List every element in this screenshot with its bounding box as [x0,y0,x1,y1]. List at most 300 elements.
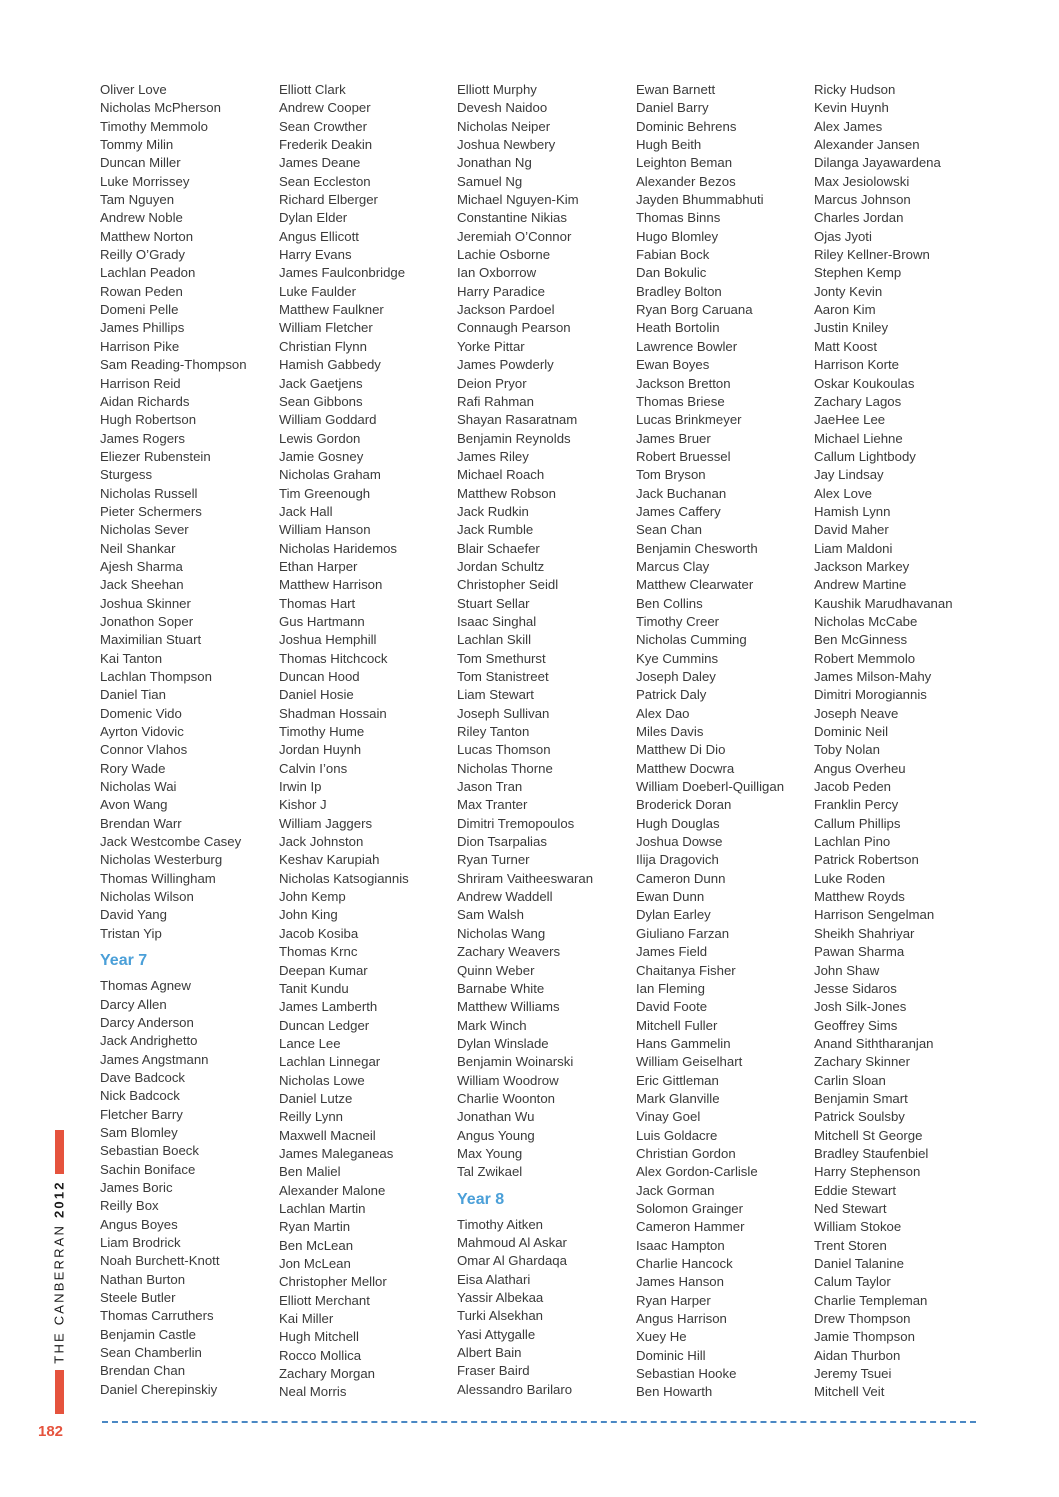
name-column-4 [636,81,814,1402]
student-name: Jonathan Ng [457,155,532,171]
student-name: Jackson Bretton [636,375,731,391]
student-name: Connaugh Pearson [457,320,571,336]
student-name: Daniel Hosie [279,687,354,703]
student-name: Alex Love [814,485,872,501]
student-name: Ian Fleming [636,980,705,996]
student-name: Hans Gammelin [636,1035,731,1051]
student-name: Alexander Jansen [814,137,920,153]
student-name: Rory Wade [100,760,166,776]
student-name: Aidan Richards [100,393,190,409]
student-name: Alex Gordon-Carlisle [636,1164,758,1180]
student-name: Aidan Thurbon [814,1347,901,1363]
spine-accent-bar-top [55,1130,64,1174]
student-name: Lachie Osborne [457,247,551,263]
student-name: Dimitri Tremopoulos [457,815,575,831]
student-name: Tom Stanistreet [457,669,549,684]
student-name: Domenic Vido [100,705,182,721]
student-name: Thomas Carruthers [100,1308,214,1324]
student-name: Ben McLean [279,1237,354,1253]
student-name: Sam Reading-Thompson [100,357,247,373]
student-name: Lawrence Bowler [636,338,738,354]
student-name: Timothy Hume [279,724,365,740]
page-number: 182 [38,1423,64,1440]
student-name: Elliott Clark [279,82,346,97]
student-name: William Hanson [279,522,371,538]
student-name: Fabian Bock [636,247,710,263]
student-name: Daniel Cherepinskiy [100,1381,218,1397]
student-name: Darcy Anderson [100,1014,194,1030]
student-name: Ojas Jyoti [814,228,872,244]
student-name: Avon Wang [100,797,168,813]
student-name: Sean Chamberlin [100,1345,202,1361]
student-name: Riley Kellner-Brown [814,247,930,263]
student-name: Max Jesiolowski [814,173,910,189]
student-name: John Kemp [279,889,346,905]
footer-dashed-rule [102,1421,976,1423]
student-name: Sheikh Shahriyar [814,925,915,941]
student-name: Lucas Brinkmeyer [636,412,742,428]
student-name: Fletcher Barry [100,1106,183,1122]
student-name: Oskar Koukoulas [814,375,915,391]
student-name: Jack Sheehan [100,577,184,593]
student-name: Trent Storen [814,1237,887,1253]
student-name: Joshua Skinner [100,595,191,611]
student-name: Hamish Lynn [814,503,891,519]
student-name: Rowan Peden [100,283,183,299]
student-name: Stuart Sellar [457,595,530,611]
student-name: Matthew Williams [457,999,560,1015]
student-name: Jack Johnston [279,834,364,850]
student-name: Ricky Hudson [814,82,896,97]
student-name: Turki Alsekhan [457,1308,544,1324]
student-name: Frederik Deakin [279,137,373,153]
student-name: Ilija Dragovich [636,852,719,868]
student-name: Isaac Singhal [457,613,537,629]
student-name: Jamie Thompson [814,1329,915,1345]
student-name: Callum Lightbody [814,448,916,464]
student-name: Neal Morris [279,1384,347,1400]
student-name: Maximilian Stuart [100,632,202,648]
student-name: Rocco Mollica [279,1347,362,1363]
student-name: Luke Roden [814,870,886,886]
student-name: Patrick Robertson [814,852,919,868]
student-name: Joseph Daley [636,669,716,684]
student-name: Dominic Behrens [636,118,737,134]
student-name: Christian Gordon [636,1145,736,1161]
student-name: Matthew Royds [814,889,905,905]
student-name: Jack Westcombe Casey [100,834,242,850]
student-name: Pawan Sharma [814,944,905,960]
student-name: Bradley Staufenbiel [814,1145,929,1161]
student-name: Daniel Lutze [279,1090,353,1106]
student-name: Reilly Lynn [279,1109,344,1125]
student-name: Nicholas Katsogiannis [279,870,409,886]
student-name: Duncan Hood [279,669,360,684]
student-name: Angus Boyes [100,1216,178,1232]
student-name: Alessandro Barilaro [457,1381,573,1397]
student-name: Riley Tanton [457,724,530,740]
student-name: Jeremy Tsuei [814,1366,892,1382]
student-name: Jacob Peden [814,779,891,795]
student-name: Joseph Sullivan [457,705,550,721]
name-column-2 [279,81,457,1402]
student-name: Cameron Hammer [636,1219,745,1235]
student-name: Vinay Goel [636,1109,701,1125]
student-name: Nicholas Lowe [279,1072,365,1088]
student-name: Ewan Barnett [636,82,716,97]
student-name: Jordan Schultz [457,558,545,574]
student-name: Sean Gibbons [279,393,363,409]
student-name: Tal Zwikael [457,1164,523,1180]
student-name: Omar Al Ghardaqa [457,1253,567,1269]
student-name: Lachlan Thompson [100,669,212,684]
student-name: Zachary Morgan [279,1366,376,1382]
student-name: Thomas Willingham [100,870,216,886]
student-name: Dilanga Jayawardena [814,155,941,171]
student-name: Sean Crowther [279,118,367,134]
student-name: James Milson-Mahy [814,669,932,684]
student-name: Mitchell Fuller [636,1017,718,1033]
publication-year: 2012 [51,1180,67,1219]
name-column-5 [814,81,992,1402]
student-name: Ben Maliel [279,1164,341,1180]
student-name: Harry Stephenson [814,1164,921,1180]
student-name: Tam Nguyen [100,192,175,208]
spine-accent-bar-bottom [55,1370,64,1414]
student-name: Barnabe White [457,980,545,996]
student-name: Jack Rudkin [457,503,529,519]
student-name: Jay Lindsay [814,467,884,483]
student-name: Ryan Turner [457,852,530,868]
student-name: Samuel Ng [457,173,523,189]
student-name: David Foote [636,999,708,1015]
student-name: Joshua Hemphill [279,632,377,648]
student-name: Eric Gittleman [636,1072,719,1088]
student-name: Alexander Malone [279,1182,386,1198]
student-name: Nicholas Wai [100,779,177,795]
student-name: James Phillips [100,320,185,336]
student-name: Ryan Martin [279,1219,351,1235]
student-name: Jackson Markey [814,558,910,574]
student-name: Leighton Beman [636,155,733,171]
student-name: Chaitanya Fisher [636,962,736,978]
student-name: Maxwell Macneil [279,1127,376,1143]
student-name: Lachlan Martin [279,1200,366,1216]
student-name: Mitchell Veit [814,1384,885,1400]
student-name: Benjamin Smart [814,1090,908,1106]
student-name: Broderick Doran [636,797,732,813]
student-name: James Lamberth [279,999,378,1015]
student-name: John King [279,907,338,923]
student-name: JaeHee Lee [814,412,886,428]
student-name: Rafi Rahman [457,393,534,409]
student-name: Aaron Kim [814,302,876,318]
student-name: Dylan Winslade [457,1035,549,1051]
student-name: Sebastian Hooke [636,1366,737,1382]
student-name: Harrison Reid [100,375,181,391]
student-name: Reilly O’Grady [100,247,186,263]
student-name: Solomon Grainger [636,1200,744,1216]
student-name: Ian Oxborrow [457,265,537,281]
student-name: Jordan Huynh [279,742,362,758]
student-name: Bradley Bolton [636,283,722,299]
student-name: Kishor J [279,797,327,813]
student-name: Harrison Korte [814,357,900,373]
name-column-1 [100,81,278,1399]
student-name: Dominic Neil [814,724,889,740]
student-name: Richard Elberger [279,192,378,208]
student-name: Jackson Pardoel [457,302,555,318]
student-name: William Doeberl-Quilligan [636,779,785,795]
student-name: Nicholas Cumming [636,632,747,648]
student-name: Dylan Earley [636,907,711,923]
student-name: Daniel Talanine [814,1256,904,1271]
student-name: Liam Stewart [457,687,534,703]
student-name: Eddie Stewart [814,1182,897,1198]
student-name: Kye Cummins [636,650,719,666]
student-name: Calum Taylor [814,1274,891,1290]
student-name: Charlie Hancock [636,1256,733,1271]
student-name: Kai Tanton [100,650,163,666]
student-name: Joshua Newbery [457,137,556,153]
student-name: Joshua Dowse [636,834,723,850]
student-name: Zachary Skinner [814,1054,911,1070]
student-name: Pieter Schermers [100,503,202,519]
student-name: James Bruer [636,430,711,446]
student-name: Kai Miller [279,1311,334,1327]
student-name: James Angstmann [100,1051,209,1067]
student-name: Sean Chan [636,522,702,538]
student-name: Angus Ellicott [279,228,359,244]
student-name: Alex Dao [636,705,690,721]
student-name: Michael Roach [457,467,545,483]
student-name: Jack Gorman [636,1182,715,1198]
student-name: Sachin Boniface [100,1161,196,1177]
student-name: Harry Paradice [457,283,545,299]
student-name: Justin Kniley [814,320,889,336]
student-name: Jack Buchanan [636,485,727,501]
student-name: Mitchell St George [814,1127,923,1143]
student-name: Elliott Murphy [457,82,537,97]
student-name: John Shaw [814,962,880,978]
student-name: Anand Siththaranjan [814,1035,934,1051]
student-name: Sturgess [100,467,153,483]
student-name: Duncan Ledger [279,1017,370,1033]
student-name: Deion Pryor [457,375,527,391]
student-name: Max Tranter [457,797,528,813]
student-name: Ryan Harper [636,1292,711,1308]
student-name: Timothy Creer [636,613,720,629]
student-name: Nicholas Thorne [457,760,553,776]
student-name: Angus Harrison [636,1311,727,1327]
student-name: Benjamin Reynolds [457,430,571,446]
student-name: Benjamin Castle [100,1326,197,1342]
student-name: Darcy Allen [100,996,167,1012]
student-name: William Jaggers [279,815,373,831]
student-name: Noah Burchett-Knott [100,1253,220,1269]
student-name: Charles Jordan [814,210,904,226]
student-name: Isaac Hampton [636,1237,725,1253]
student-name: Zachary Weavers [457,944,561,960]
student-name: Patrick Soulsby [814,1109,905,1125]
student-name: Blair Schaefer [457,540,540,556]
student-name: Ewan Dunn [636,889,705,905]
student-name: Lewis Gordon [279,430,361,446]
student-name: Michael Nguyen-Kim [457,192,579,208]
student-name: Xuey He [636,1329,687,1345]
student-name: Christopher Mellor [279,1274,387,1290]
student-name: Christian Flynn [279,338,367,354]
student-name: Reilly Box [100,1198,159,1214]
student-name: Benjamin Chesworth [636,540,758,556]
student-name: Robert Bruessel [636,448,731,464]
student-name: Franklin Percy [814,797,899,813]
student-name: Ajesh Sharma [100,558,183,574]
student-name: Jack Rumble [457,522,534,538]
student-name: Domeni Pelle [100,302,179,318]
student-name: Nicholas Neiper [457,118,551,134]
student-name: Tommy Milin [100,137,174,153]
student-name: David Yang [100,907,167,923]
student-name: Quinn Weber [457,962,535,978]
student-name: Ethan Harper [279,558,358,574]
student-name: Ben Collins [636,595,703,611]
student-name: Nicholas Haridemos [279,540,397,556]
student-name: Keshav Karupiah [279,852,380,868]
student-name: Liam Brodrick [100,1234,181,1250]
student-name: Thomas Hitchcock [279,650,388,666]
section-heading: Year 8 [457,1190,505,1208]
student-name: Andrew Waddell [457,889,553,905]
student-name: Heath Bortolin [636,320,720,336]
student-name: Thomas Hart [279,595,356,611]
student-name: Daniel Barry [636,100,709,116]
student-name: Sam Walsh [457,907,524,923]
student-name: Zachary Lagos [814,393,902,409]
student-name: Angus Overheu [814,760,906,776]
student-name: Charlie Woonton [457,1090,555,1106]
student-name: Matthew Robson [457,485,556,501]
student-name: Tom Smethurst [457,650,546,666]
student-name: Hugh Robertson [100,412,197,428]
student-name: William Geiselhart [636,1054,743,1070]
student-name: Harrison Sengelman [814,907,935,923]
student-name: Hugh Mitchell [279,1329,359,1345]
student-name: Matthew Clearwater [636,577,754,593]
student-name: Irwin Ip [279,779,322,795]
student-name: Luke Morrissey [100,173,190,189]
student-name: Matthew Di Dio [636,742,726,758]
student-name: Robert Memmolo [814,650,916,666]
student-name: Eisa Alathari [457,1271,531,1287]
student-name: Jamie Gosney [279,448,364,464]
student-name: Yassir Albekaa [457,1290,544,1305]
student-name: Marcus Clay [636,558,710,574]
student-name: Hamish Gabbedy [279,357,381,373]
student-name: Giuliano Farzan [636,925,730,941]
publication-title: THE CANBERRAN [51,1223,67,1364]
student-name: Alex James [814,118,883,134]
student-name: Eliezer Rubenstein [100,448,211,464]
student-name: Marcus Johnson [814,192,911,208]
student-name: Stephen Kemp [814,265,902,281]
student-name: Steele Butler [100,1290,176,1305]
student-name: Matthew Faulkner [279,302,384,318]
student-name: Nicholas Russell [100,485,198,501]
student-name: Sam Blomley [100,1124,178,1140]
student-name: Christopher Seidl [457,577,559,593]
student-name: Albert Bain [457,1345,522,1361]
student-name: Nicholas McCabe [814,613,918,629]
student-name: Kevin Huynh [814,100,889,116]
student-name: Jayden Bhummabhuti [636,192,764,208]
student-name: Harry Evans [279,247,352,263]
student-name: Constantine Nikias [457,210,567,226]
student-name: Jack Gaetjens [279,375,363,391]
student-name: Yorke Pittar [457,338,525,354]
student-name: Thomas Binns [636,210,721,226]
student-name: Shriram Vaitheeswaran [457,870,594,886]
student-name: Gus Hartmann [279,613,365,629]
student-name: Nicholas Wang [457,925,546,941]
student-name: Lachlan Peadon [100,265,196,281]
student-name: Nicholas Sever [100,522,189,538]
student-name: Lachlan Skill [457,632,532,648]
student-name: James Hanson [636,1274,724,1290]
student-name: Matt Koost [814,338,878,354]
student-name: Angus Young [457,1127,535,1143]
student-name: Mark Winch [457,1017,527,1033]
student-name: Ben McGinness [814,632,908,648]
student-name: Thomas Krnc [279,944,358,960]
student-name: Liam Maldoni [814,540,893,556]
student-name: James Powderly [457,357,554,373]
student-name: Jack Andrighetto [100,1033,198,1049]
student-name: Jacob Kosiba [279,925,359,941]
student-name: Max Young [457,1145,523,1161]
student-name: Carlin Sloan [814,1072,886,1088]
student-name: Timothy Aitken [457,1216,543,1232]
student-name: Dave Badcock [100,1069,186,1085]
student-name: Ryan Borg Caruana [636,302,753,318]
student-name: Miles Davis [636,724,704,740]
student-name: Dion Tsarpalias [457,834,547,850]
student-name: Dylan Elder [279,210,348,226]
student-name: Luke Faulder [279,283,356,299]
student-name: William Goddard [279,412,377,428]
student-name: Sebastian Boeck [100,1143,199,1159]
student-name: Tom Bryson [636,467,706,483]
student-name: James Field [636,944,708,960]
student-name: Tristan Yip [100,925,162,941]
student-name: James Deane [279,155,361,171]
student-name: Lance Lee [279,1035,341,1051]
student-name: Lucas Thomson [457,742,551,758]
student-name: Patrick Daly [636,687,707,703]
student-name: Nicholas McPherson [100,100,221,116]
student-name: Lachlan Linnegar [279,1054,381,1070]
student-name: Brendan Chan [100,1363,186,1379]
student-name: Dimitri Morogiannis [814,687,927,703]
student-name: Timothy Memmolo [100,118,208,134]
student-name: James Faulconbridge [279,265,406,281]
student-name: Jonty Kevin [814,283,883,299]
student-name: Nicholas Wilson [100,889,194,905]
student-name: Dan Bokulic [636,265,707,281]
student-name: Jesse Sidaros [814,980,897,996]
student-name: Ayrton Vidovic [100,724,184,740]
student-name: Calvin I’ons [279,760,348,776]
